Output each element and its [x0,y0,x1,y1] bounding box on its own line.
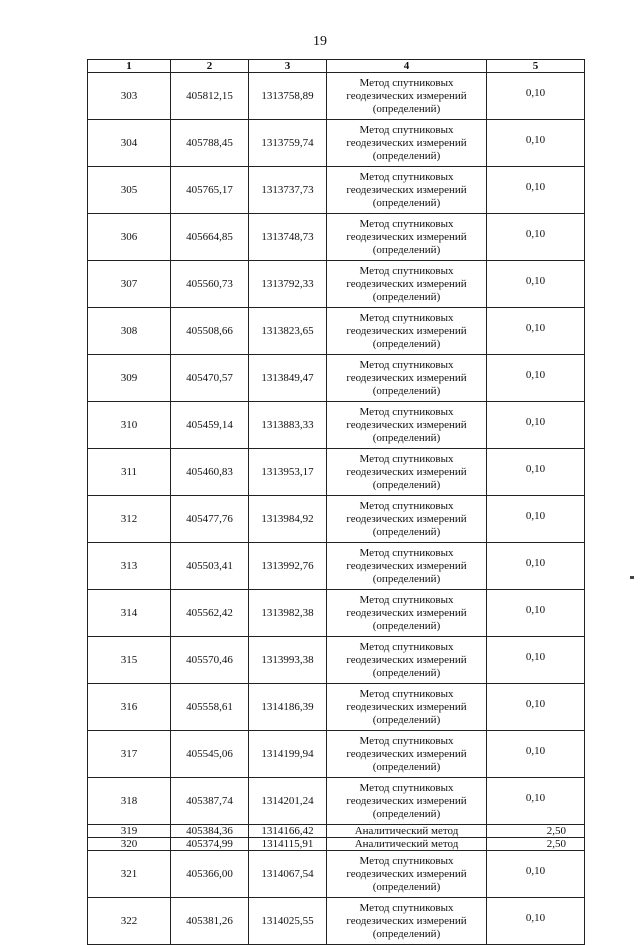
x-coordinate-cell: 405765,17 [171,167,249,214]
method-line: Аналитический метод [354,824,459,837]
x-coordinate-cell: 405477,76 [171,496,249,543]
method-line: геодезических измерений [346,559,467,572]
header-cell: 1 [88,60,171,73]
method-line: Метод спутниковых [359,311,454,324]
method-cell [327,684,487,731]
method-line: (определений) [372,243,441,256]
x-coordinate-cell: 405508,66 [171,308,249,355]
method-cell [327,637,487,684]
method-cell [327,120,487,167]
method-line: Метод спутниковых [359,264,454,277]
method-cell [327,731,487,778]
y-coordinate-cell: 1314115,91 [249,838,327,851]
method-cell [327,308,487,355]
method-line: (определений) [372,478,441,491]
table-row [88,778,585,825]
table-row [88,684,585,731]
accuracy-cell: 0,10 [487,261,585,308]
method-line: (определений) [372,149,441,162]
method-cell [327,449,487,496]
method-line: (определений) [372,102,441,115]
page-number: 19 [313,34,327,49]
method-line: геодезических измерений [346,867,467,880]
accuracy-cell: 0,10 [487,684,585,731]
y-coordinate-cell: 1313737,73 [249,167,327,214]
accuracy-cell: 0,10 [487,73,585,120]
method-cell [327,838,487,851]
y-coordinate-cell: 1313758,89 [249,73,327,120]
y-coordinate-cell: 1313982,38 [249,590,327,637]
point-number-cell: 316 [88,684,171,731]
table-body [88,73,585,945]
method-line: геодезических измерений [346,418,467,431]
method-line: (определений) [372,927,441,940]
accuracy-cell: 0,10 [487,731,585,778]
x-coordinate-cell: 405664,85 [171,214,249,261]
method-line: геодезических измерений [346,89,467,102]
accuracy-cell: 0,10 [487,308,585,355]
header-row [88,60,585,73]
accuracy-cell: 0,10 [487,543,585,590]
method-line: геодезических измерений [346,465,467,478]
point-number-cell: 313 [88,543,171,590]
y-coordinate-cell: 1313984,92 [249,496,327,543]
y-coordinate-cell: 1314067,54 [249,851,327,898]
method-line: Метод спутниковых [359,687,454,700]
y-coordinate-cell: 1313993,38 [249,637,327,684]
x-coordinate-cell: 405374,99 [171,838,249,851]
method-line: геодезических измерений [346,914,467,927]
method-line: Метод спутниковых [359,593,454,606]
method-line: Метод спутниковых [359,546,454,559]
method-line: (определений) [372,760,441,773]
table-row [88,496,585,543]
accuracy-cell: 0,10 [487,637,585,684]
method-line: геодезических измерений [346,700,467,713]
method-cell [327,355,487,402]
point-number-cell: 305 [88,167,171,214]
y-coordinate-cell: 1313823,65 [249,308,327,355]
method-line: (определений) [372,880,441,893]
method-line: геодезических измерений [346,512,467,525]
header-cell: 3 [249,60,327,73]
table-row [88,590,585,637]
method-line: (определений) [372,572,441,585]
method-line: Метод спутниковых [359,734,454,747]
method-line: (определений) [372,384,441,397]
method-line: (определений) [372,713,441,726]
accuracy-cell: 0,10 [487,214,585,261]
method-line: геодезических измерений [346,324,467,337]
method-line: Метод спутниковых [359,499,454,512]
x-coordinate-cell: 405562,42 [171,590,249,637]
method-line: Метод спутниковых [359,217,454,230]
point-number-cell: 310 [88,402,171,449]
table-row [88,355,585,402]
method-line: геодезических измерений [346,794,467,807]
x-coordinate-cell: 405384,36 [171,825,249,838]
method-line: Метод спутниковых [359,170,454,183]
method-line: Аналитический метод [354,837,459,850]
header-cell: 5 [487,60,585,73]
point-number-cell: 318 [88,778,171,825]
method-cell [327,402,487,449]
method-line: геодезических измерений [346,371,467,384]
accuracy-cell: 0,10 [487,449,585,496]
table-row [88,637,585,684]
table-row [88,838,585,851]
method-line: Метод спутниковых [359,781,454,794]
y-coordinate-cell: 1314199,94 [249,731,327,778]
x-coordinate-cell: 405545,06 [171,731,249,778]
coordinates-table-wrap [87,59,584,945]
accuracy-cell: 2,50 [487,838,585,851]
point-number-cell: 322 [88,898,171,945]
x-coordinate-cell: 405381,26 [171,898,249,945]
table-row [88,449,585,496]
x-coordinate-cell: 405503,41 [171,543,249,590]
table-row [88,167,585,214]
x-coordinate-cell: 405460,83 [171,449,249,496]
point-number-cell: 308 [88,308,171,355]
y-coordinate-cell: 1314186,39 [249,684,327,731]
method-line: Метод спутниковых [359,901,454,914]
method-line: геодезических измерений [346,606,467,619]
method-line: (определений) [372,196,441,209]
x-coordinate-cell: 405558,61 [171,684,249,731]
accuracy-cell: 0,10 [487,496,585,543]
point-number-cell: 315 [88,637,171,684]
y-coordinate-cell: 1313849,47 [249,355,327,402]
method-line: Метод спутниковых [359,640,454,653]
point-number-cell: 303 [88,73,171,120]
point-number-cell: 321 [88,851,171,898]
y-coordinate-cell: 1313883,33 [249,402,327,449]
scan-edge-mark [630,576,634,579]
table-row [88,261,585,308]
method-cell [327,167,487,214]
method-cell [327,261,487,308]
x-coordinate-cell: 405812,15 [171,73,249,120]
table-row [88,731,585,778]
method-cell [327,496,487,543]
method-cell [327,825,487,838]
header-cell: 4 [327,60,487,73]
y-coordinate-cell: 1314025,55 [249,898,327,945]
method-line: геодезических измерений [346,653,467,666]
method-cell [327,543,487,590]
table-row [88,120,585,167]
point-number-cell: 311 [88,449,171,496]
y-coordinate-cell: 1313992,76 [249,543,327,590]
point-number-cell: 306 [88,214,171,261]
point-number-cell: 319 [88,825,171,838]
point-number-cell: 317 [88,731,171,778]
accuracy-cell: 0,10 [487,167,585,214]
method-line: Метод спутниковых [359,452,454,465]
method-line: (определений) [372,619,441,632]
method-line: (определений) [372,290,441,303]
x-coordinate-cell: 405570,46 [171,637,249,684]
table-row [88,214,585,261]
point-number-cell: 320 [88,838,171,851]
x-coordinate-cell: 405560,73 [171,261,249,308]
method-cell [327,73,487,120]
accuracy-cell: 0,10 [487,898,585,945]
x-coordinate-cell: 405459,14 [171,402,249,449]
method-line: Метод спутниковых [359,358,454,371]
table-row [88,825,585,838]
x-coordinate-cell: 405470,57 [171,355,249,402]
method-line: (определений) [372,807,441,820]
method-line: геодезических измерений [346,747,467,760]
table-row [88,73,585,120]
method-line: Метод спутниковых [359,854,454,867]
method-line: геодезических измерений [346,277,467,290]
accuracy-cell: 0,10 [487,590,585,637]
method-line: геодезических измерений [346,230,467,243]
y-coordinate-cell: 1313748,73 [249,214,327,261]
y-coordinate-cell: 1314201,24 [249,778,327,825]
method-line: Метод спутниковых [359,76,454,89]
point-number-cell: 312 [88,496,171,543]
method-cell [327,778,487,825]
method-cell [327,851,487,898]
method-line: геодезических измерений [346,183,467,196]
y-coordinate-cell: 1314166,42 [249,825,327,838]
coordinates-table [87,59,585,945]
accuracy-cell: 0,10 [487,778,585,825]
accuracy-cell: 2,50 [487,825,585,838]
method-line: геодезических измерений [346,136,467,149]
point-number-cell: 304 [88,120,171,167]
table-row [88,308,585,355]
accuracy-cell: 0,10 [487,355,585,402]
x-coordinate-cell: 405366,00 [171,851,249,898]
header-cell: 2 [171,60,249,73]
method-cell [327,214,487,261]
method-line: (определений) [372,666,441,679]
method-line: (определений) [372,337,441,350]
method-line: (определений) [372,525,441,538]
x-coordinate-cell: 405788,45 [171,120,249,167]
y-coordinate-cell: 1313759,74 [249,120,327,167]
accuracy-cell: 0,10 [487,402,585,449]
point-number-cell: 314 [88,590,171,637]
x-coordinate-cell: 405387,74 [171,778,249,825]
table-row [88,851,585,898]
y-coordinate-cell: 1313792,33 [249,261,327,308]
y-coordinate-cell: 1313953,17 [249,449,327,496]
accuracy-cell: 0,10 [487,851,585,898]
point-number-cell: 307 [88,261,171,308]
table-row [88,402,585,449]
method-cell [327,590,487,637]
point-number-cell: 309 [88,355,171,402]
method-line: Метод спутниковых [359,123,454,136]
method-line: (определений) [372,431,441,444]
accuracy-cell: 0,10 [487,120,585,167]
table-row [88,543,585,590]
method-line: Метод спутниковых [359,405,454,418]
